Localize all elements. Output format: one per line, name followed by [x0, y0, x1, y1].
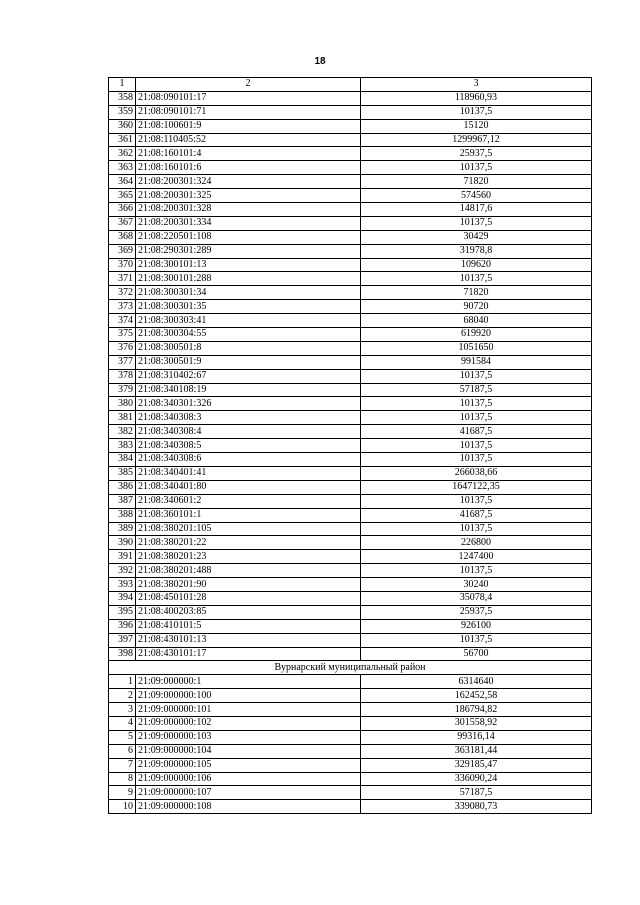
row-number-cell: 365	[109, 189, 136, 203]
cadastral-number-cell: 21:08:300501:8	[136, 341, 361, 355]
row-number-cell: 371	[109, 272, 136, 286]
cadastral-number-cell: 21:08:340108:19	[136, 383, 361, 397]
table-row	[109, 508, 592, 522]
cadastral-number-cell: 21:08:090101:71	[136, 105, 361, 119]
row-number-cell: 396	[109, 619, 136, 633]
table-row	[109, 578, 592, 592]
cadastral-number-cell: 21:08:380201:488	[136, 564, 361, 578]
row-number-cell: 384	[109, 453, 136, 467]
table-row	[109, 619, 592, 633]
table-row	[109, 716, 592, 730]
row-number-cell: 381	[109, 411, 136, 425]
section-row	[109, 661, 592, 675]
row-number-cell: 358	[109, 91, 136, 105]
value-cell: 10137,5	[361, 216, 592, 230]
table-row	[109, 494, 592, 508]
table-row	[109, 119, 592, 133]
cadastral-number-cell: 21:08:430101:17	[136, 647, 361, 661]
cadastral-number-cell: 21:08:340601:2	[136, 494, 361, 508]
row-number-cell: 391	[109, 550, 136, 564]
value-cell: 1247400	[361, 550, 592, 564]
header-col-1: 1	[109, 78, 136, 92]
value-cell: 35078,4	[361, 591, 592, 605]
value-cell: 10137,5	[361, 411, 592, 425]
table-row	[109, 272, 592, 286]
cadastral-number-cell: 21:08:110405:52	[136, 133, 361, 147]
table-row	[109, 744, 592, 758]
table-row	[109, 244, 592, 258]
value-cell: 90720	[361, 300, 592, 314]
cadastral-number-cell: 21:08:090101:17	[136, 91, 361, 105]
row-number-cell: 364	[109, 175, 136, 189]
cadastral-number-cell: 21:08:200301:325	[136, 189, 361, 203]
row-number-cell: 360	[109, 119, 136, 133]
value-cell: 71820	[361, 175, 592, 189]
value-cell: 41687,5	[361, 508, 592, 522]
cadastral-number-cell: 21:08:340308:6	[136, 453, 361, 467]
value-cell: 1299967,12	[361, 133, 592, 147]
row-number-cell: 393	[109, 578, 136, 592]
cadastral-number-cell: 21:09:000000:103	[136, 730, 361, 744]
value-cell: 25937,5	[361, 147, 592, 161]
value-cell: 118960,93	[361, 91, 592, 105]
value-cell: 926100	[361, 619, 592, 633]
header-col-3: 3	[361, 78, 592, 92]
cadastral-number-cell: 21:08:380201:22	[136, 536, 361, 550]
row-number-cell: 376	[109, 341, 136, 355]
cadastral-number-cell: 21:08:400203:85	[136, 605, 361, 619]
value-cell: 10137,5	[361, 369, 592, 383]
table-row	[109, 300, 592, 314]
table-row	[109, 605, 592, 619]
value-cell: 10137,5	[361, 439, 592, 453]
cadastral-number-cell: 21:08:340401:41	[136, 466, 361, 480]
row-number-cell: 372	[109, 286, 136, 300]
row-number-cell: 4	[109, 716, 136, 730]
cadastral-number-cell: 21:08:220501:108	[136, 230, 361, 244]
table-row	[109, 341, 592, 355]
value-cell: 1647122,35	[361, 480, 592, 494]
value-cell: 99316,14	[361, 730, 592, 744]
cadastral-number-cell: 21:08:450101:28	[136, 591, 361, 605]
value-cell: 991584	[361, 355, 592, 369]
cadastral-number-cell: 21:08:380201:23	[136, 550, 361, 564]
cadastral-number-cell: 21:08:160101:6	[136, 161, 361, 175]
cadastral-number-cell: 21:08:430101:13	[136, 633, 361, 647]
cadastral-number-cell: 21:08:340401:80	[136, 480, 361, 494]
value-cell: 329185,47	[361, 758, 592, 772]
table-row	[109, 522, 592, 536]
header-col-2: 2	[136, 78, 361, 92]
row-number-cell: 398	[109, 647, 136, 661]
value-cell: 109620	[361, 258, 592, 272]
cadastral-number-cell: 21:08:290301:289	[136, 244, 361, 258]
table-row	[109, 161, 592, 175]
row-number-cell: 3	[109, 703, 136, 717]
value-cell: 10137,5	[361, 161, 592, 175]
value-cell: 68040	[361, 314, 592, 328]
table-row	[109, 633, 592, 647]
table-row	[109, 216, 592, 230]
table-row	[109, 703, 592, 717]
row-number-cell: 362	[109, 147, 136, 161]
cadastral-number-cell: 21:08:100601:9	[136, 119, 361, 133]
value-cell: 41687,5	[361, 425, 592, 439]
table-row	[109, 175, 592, 189]
cadastral-number-cell: 21:08:300303:41	[136, 314, 361, 328]
row-number-cell: 370	[109, 258, 136, 272]
cadastral-number-cell: 21:08:340301:326	[136, 397, 361, 411]
value-cell: 339080,73	[361, 800, 592, 814]
row-number-cell: 369	[109, 244, 136, 258]
row-number-cell: 7	[109, 758, 136, 772]
table-row	[109, 480, 592, 494]
row-number-cell: 375	[109, 328, 136, 342]
table-row	[109, 550, 592, 564]
row-number-cell: 380	[109, 397, 136, 411]
table-row	[109, 369, 592, 383]
table-row	[109, 758, 592, 772]
table-row	[109, 786, 592, 800]
cadastral-number-cell: 21:09:000000:107	[136, 786, 361, 800]
table-row	[109, 258, 592, 272]
table-row	[109, 328, 592, 342]
cadastral-number-cell: 21:08:310402:67	[136, 369, 361, 383]
cadastral-number-cell: 21:09:000000:106	[136, 772, 361, 786]
cadastral-number-cell: 21:08:200301:328	[136, 203, 361, 217]
value-cell: 336090,24	[361, 772, 592, 786]
cadastral-number-cell: 21:08:340308:5	[136, 439, 361, 453]
row-number-cell: 1	[109, 675, 136, 689]
value-cell: 56700	[361, 647, 592, 661]
value-cell: 30240	[361, 578, 592, 592]
table-row	[109, 591, 592, 605]
table-row	[109, 91, 592, 105]
table-row	[109, 286, 592, 300]
value-cell: 31978,8	[361, 244, 592, 258]
cadastral-number-cell: 21:09:000000:104	[136, 744, 361, 758]
row-number-cell: 397	[109, 633, 136, 647]
value-cell: 30429	[361, 230, 592, 244]
row-number-cell: 6	[109, 744, 136, 758]
table-row	[109, 203, 592, 217]
table-row	[109, 314, 592, 328]
table-row	[109, 800, 592, 814]
table-row	[109, 133, 592, 147]
table-body	[109, 78, 592, 814]
row-number-cell: 363	[109, 161, 136, 175]
value-cell: 10137,5	[361, 564, 592, 578]
table-row	[109, 355, 592, 369]
cadastral-number-cell: 21:08:160101:4	[136, 147, 361, 161]
table-row	[109, 772, 592, 786]
cadastral-number-cell: 21:08:410101:5	[136, 619, 361, 633]
cadastral-number-cell: 21:08:300101:13	[136, 258, 361, 272]
table-row	[109, 689, 592, 703]
table-row	[109, 439, 592, 453]
value-cell: 226800	[361, 536, 592, 550]
value-cell: 10137,5	[361, 633, 592, 647]
row-number-cell: 2	[109, 689, 136, 703]
row-number-cell: 390	[109, 536, 136, 550]
cadastral-number-cell: 21:08:200301:324	[136, 175, 361, 189]
page-number: 18	[314, 56, 326, 67]
row-number-cell: 379	[109, 383, 136, 397]
row-number-cell: 377	[109, 355, 136, 369]
value-cell: 1051650	[361, 341, 592, 355]
table-row	[109, 466, 592, 480]
row-number-cell: 388	[109, 508, 136, 522]
value-cell: 25937,5	[361, 605, 592, 619]
row-number-cell: 374	[109, 314, 136, 328]
cadastral-number-cell: 21:08:300501:9	[136, 355, 361, 369]
table-row	[109, 397, 592, 411]
row-number-cell: 387	[109, 494, 136, 508]
value-cell: 57187,5	[361, 383, 592, 397]
cadastral-number-cell: 21:08:340308:3	[136, 411, 361, 425]
value-cell: 6314640	[361, 675, 592, 689]
table-row	[109, 675, 592, 689]
value-cell: 57187,5	[361, 786, 592, 800]
row-number-cell: 383	[109, 439, 136, 453]
value-cell: 574560	[361, 189, 592, 203]
table-row	[109, 425, 592, 439]
cadastral-table	[108, 77, 592, 814]
row-number-cell: 385	[109, 466, 136, 480]
table-row	[109, 105, 592, 119]
table-row	[109, 189, 592, 203]
table-row	[109, 536, 592, 550]
section-title: Вурнарский муниципальный район	[109, 661, 592, 675]
row-number-cell: 373	[109, 300, 136, 314]
value-cell: 15120	[361, 119, 592, 133]
cadastral-number-cell: 21:08:200301:334	[136, 216, 361, 230]
value-cell: 14817,6	[361, 203, 592, 217]
cadastral-number-cell: 21:09:000000:1	[136, 675, 361, 689]
value-cell: 10137,5	[361, 105, 592, 119]
cadastral-number-cell: 21:09:000000:101	[136, 703, 361, 717]
cadastral-number-cell: 21:09:000000:100	[136, 689, 361, 703]
row-number-cell: 368	[109, 230, 136, 244]
table-row	[109, 564, 592, 578]
cadastral-number-cell: 21:08:300301:35	[136, 300, 361, 314]
row-number-cell: 378	[109, 369, 136, 383]
value-cell: 71820	[361, 286, 592, 300]
table-header-row	[109, 78, 592, 92]
cadastral-number-cell: 21:08:300301:34	[136, 286, 361, 300]
row-number-cell: 359	[109, 105, 136, 119]
value-cell: 266038,66	[361, 466, 592, 480]
value-cell: 619920	[361, 328, 592, 342]
table-row	[109, 147, 592, 161]
row-number-cell: 382	[109, 425, 136, 439]
row-number-cell: 389	[109, 522, 136, 536]
row-number-cell: 395	[109, 605, 136, 619]
table-row	[109, 647, 592, 661]
row-number-cell: 394	[109, 591, 136, 605]
row-number-cell: 8	[109, 772, 136, 786]
row-number-cell: 9	[109, 786, 136, 800]
value-cell: 10137,5	[361, 522, 592, 536]
value-cell: 10137,5	[361, 453, 592, 467]
row-number-cell: 366	[109, 203, 136, 217]
value-cell: 301558,92	[361, 716, 592, 730]
cadastral-number-cell: 21:09:000000:108	[136, 800, 361, 814]
cadastral-number-cell: 21:08:380201:90	[136, 578, 361, 592]
cadastral-number-cell: 21:08:340308:4	[136, 425, 361, 439]
table-row	[109, 453, 592, 467]
cadastral-number-cell: 21:08:300101:288	[136, 272, 361, 286]
table-row	[109, 230, 592, 244]
value-cell: 10137,5	[361, 397, 592, 411]
cadastral-number-cell: 21:09:000000:102	[136, 716, 361, 730]
table-row	[109, 730, 592, 744]
table-row	[109, 411, 592, 425]
value-cell: 186794,82	[361, 703, 592, 717]
value-cell: 10137,5	[361, 272, 592, 286]
row-number-cell: 10	[109, 800, 136, 814]
row-number-cell: 392	[109, 564, 136, 578]
cadastral-number-cell: 21:08:300304:55	[136, 328, 361, 342]
table-row	[109, 383, 592, 397]
row-number-cell: 386	[109, 480, 136, 494]
row-number-cell: 361	[109, 133, 136, 147]
cadastral-number-cell: 21:08:360101:1	[136, 508, 361, 522]
row-number-cell: 367	[109, 216, 136, 230]
cadastral-number-cell: 21:08:380201:105	[136, 522, 361, 536]
value-cell: 10137,5	[361, 494, 592, 508]
cadastral-number-cell: 21:09:000000:105	[136, 758, 361, 772]
row-number-cell: 5	[109, 730, 136, 744]
value-cell: 363181,44	[361, 744, 592, 758]
value-cell: 162452,58	[361, 689, 592, 703]
